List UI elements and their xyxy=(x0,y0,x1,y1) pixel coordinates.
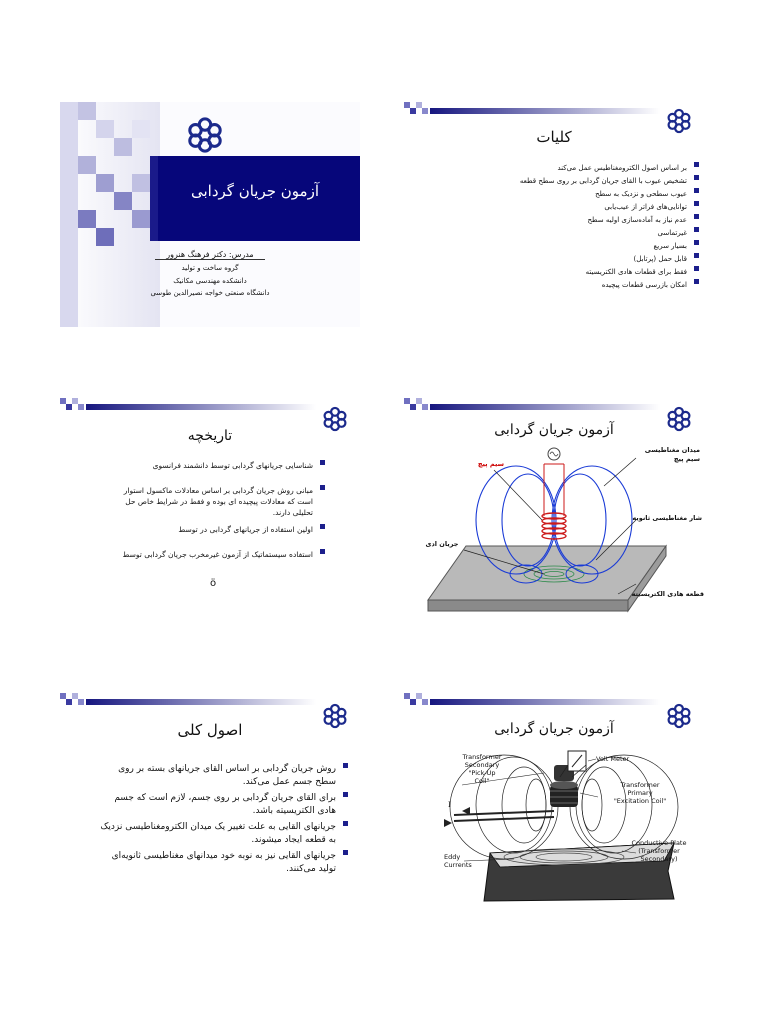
list-item: اولین استفاده از جریانهای گردابی در توسط xyxy=(115,524,325,535)
slide-header-bar xyxy=(60,398,360,414)
diagram1-title: آزمون جریان گردابی xyxy=(494,422,614,438)
history-slide xyxy=(60,398,360,623)
overview-list xyxy=(474,162,699,292)
label-volt-meter: Volt Meter xyxy=(596,755,630,763)
list-item: توانایی‌های فراتر از عیب‌یابی xyxy=(474,201,699,214)
label-conductive-plate-3: Secondary) xyxy=(640,855,678,863)
list-item: غیرتماسی xyxy=(474,227,699,240)
list-item: تشخیص عیوب با القای جریان گردابی بر روی سطح قطعه xyxy=(474,175,699,188)
principles-list xyxy=(100,763,348,876)
label-primary-coil-1: Transformer xyxy=(620,781,660,789)
list-item: شناسایی جریانهای گردابی توسط دانشمند فرانسوی xyxy=(115,460,325,471)
label-magnetic-field: میدان مغناطیسی xyxy=(644,446,700,454)
list-item: جریانهای القایی نیز به نوبه خود میدانهای مغناطیسی ثانویه‌ای تولید می‌کنند. xyxy=(100,850,348,876)
label-conductive-plate-1: Conductive Plate xyxy=(631,839,687,847)
label-secondary-coil-2: Secondary xyxy=(464,761,500,769)
history-glyph: ö xyxy=(210,578,217,589)
list-item: قابل حمل (پرتابل) xyxy=(474,253,699,266)
diagram2-slide xyxy=(404,693,704,918)
cover-group: گروه ساخت و تولید xyxy=(181,264,239,272)
list-item: بسیار سریع xyxy=(474,240,699,253)
principles-title: اصول کلی xyxy=(177,721,243,739)
label-secondary-flux: شار مغناطیسی ثانویه xyxy=(632,514,702,522)
label-coil-right: سیم پیچ xyxy=(673,455,700,463)
overview-title: کلیات xyxy=(536,128,572,146)
list-item: مبانی روش جریان گردابی بر اساس معادلات ماکسول استوار است که معادلات پیچیده ای بوده و فقط در شرایط خاص حل تحلیلی دارند. xyxy=(115,485,325,518)
diagram1-slide xyxy=(404,398,704,623)
slide-header-bar xyxy=(404,102,704,118)
list-item: امکان بازرسی قطعات پیچیده xyxy=(474,279,699,292)
list-item: بر اساس اصول الکترومغناطیس عمل می‌کند xyxy=(474,162,699,175)
label-conductive-plate-2: (Transformer xyxy=(638,847,680,855)
list-item: عیوب سطحی و نزدیک به سطح xyxy=(474,188,699,201)
university-logo-icon xyxy=(322,703,348,729)
principles-slide xyxy=(60,693,360,918)
label-primary-coil-2: Primary xyxy=(627,789,653,797)
history-title: تاریخچه xyxy=(187,428,233,444)
cover-university: دانشگاه صنعتی خواجه نصیرالدین طوسی xyxy=(150,289,270,297)
university-logo-icon xyxy=(666,108,692,134)
label-coil-left: سیم پیچ xyxy=(477,460,504,468)
label-eddy-current: جریان ادی xyxy=(425,540,459,548)
cover-title: آزمون جریان گردابی xyxy=(191,182,319,200)
overview-slide xyxy=(404,102,704,327)
label-primary-coil-3: "Excitation Coil" xyxy=(613,797,667,805)
slide-header-bar xyxy=(60,693,360,709)
label-current: I xyxy=(448,801,451,809)
list-item: استفاده سیستماتیک از آزمون غیرمخرب جریان گردابی توسط xyxy=(115,549,325,560)
list-item: فقط برای قطعات هادی الکتریسیته xyxy=(474,266,699,279)
cover-lecturer: مدرس: دکتر فرهنگ هنرور xyxy=(155,250,265,260)
label-secondary-coil-4: Coil" xyxy=(474,777,490,785)
label-eddy-currents-2: Currents xyxy=(444,861,472,869)
cover-slide xyxy=(60,102,360,327)
list-item: جریانهای القایی به علت تغییر یک میدان الکترومغناطیسی نزدیک به قطعه ایجاد میشوند. xyxy=(100,821,348,847)
diagram2-title: آزمون جریان گردابی xyxy=(494,721,614,737)
label-eddy-currents-1: Eddy xyxy=(444,853,461,861)
university-logo-icon xyxy=(186,116,224,154)
list-item: روش جریان گردابی بر اساس القای جریانهای بسته بر روی سطح جسم عمل می‌کند. xyxy=(100,763,348,789)
list-item: عدم نیاز به آماده‌سازی اولیه سطح xyxy=(474,214,699,227)
cover-faculty: دانشکده مهندسی مکانیک xyxy=(173,277,247,285)
label-secondary-coil-3: "Pick-Up xyxy=(468,769,496,777)
university-logo-icon xyxy=(322,406,348,432)
list-item: برای القای جریان گردابی بر روی جسم، لازم است که جسم هادی الکتریسیته باشد. xyxy=(100,792,348,818)
label-secondary-coil-1: Transformer xyxy=(462,753,502,761)
label-conductive-part: قطعه هادی الکتریسیته xyxy=(631,590,704,598)
history-list xyxy=(115,460,325,560)
